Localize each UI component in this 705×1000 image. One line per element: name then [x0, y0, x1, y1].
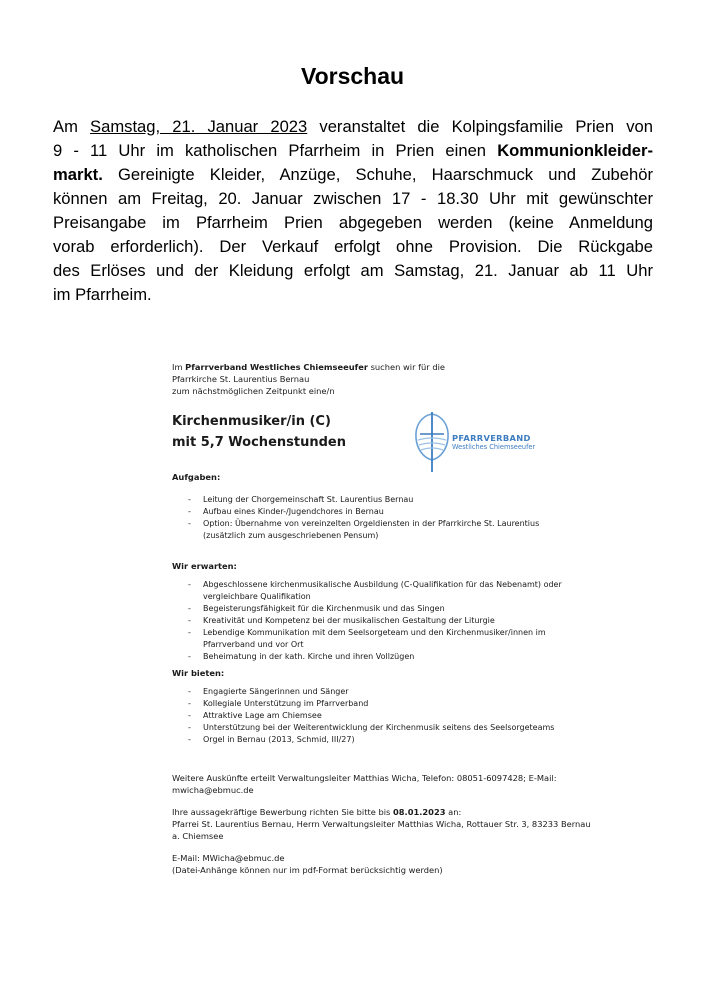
- logo-title: PFARRVERBAND: [452, 433, 531, 443]
- list-item: - Kollegiale Unterstützung im Pfarrverband: [188, 699, 369, 708]
- intro-line-7: des Erlöses und der Kleidung erfolgt am Samstag, 21. Januar ab 11 Uhr: [53, 261, 653, 280]
- event-date: Samstag, 21. Januar 2023: [90, 117, 308, 136]
- ad-intro-line-1: Im Pfarrverband Westliches Chiemseeufer suchen wir für die: [172, 362, 446, 372]
- attachment-note: (Datei-Anhänge können nur im pdf-Format berücksichtig werden): [172, 865, 443, 875]
- list-item: - Abgeschlossene kirchenmusikalische Ausbildung (C-Qualifikation für das Nebenamt) oder vergleichbare Qualifikation: [188, 580, 562, 601]
- job-advertisement: [172, 361, 591, 876]
- intro-line-2: 9 - 11 Uhr im katholischen Pfarrheim in Prien einen Kommunionkleider-: [53, 141, 653, 160]
- list-item: - Begeisterungsfähigkeit für die Kirchenmusik und das Singen: [188, 604, 445, 613]
- ad-intro-line-3: zum nächstmöglichen Zeitpunkt eine/n: [172, 386, 335, 396]
- intro-line-3: markt. Gereinigte Kleider, Anzüge, Schuhe, Haarschmuck und Zubehör: [53, 165, 653, 184]
- tasks-heading: Aufgaben:: [172, 472, 221, 482]
- contact-info: Weitere Auskünfte erteilt Verwaltungsleiter Matthias Wicha, Telefon: 08051-6097428; E-Mail:: [172, 773, 557, 783]
- list-item: - Kreativität und Kompetenz bei der musikalischen Gestaltung der Liturgie: [188, 616, 495, 625]
- tasks-list: [172, 494, 572, 542]
- expect-heading: Wir erwarten:: [172, 561, 237, 571]
- offer-heading: Wir bieten:: [172, 668, 225, 678]
- intro-line-8: im Pfarrheim.: [53, 285, 152, 304]
- expect-list: [172, 579, 572, 663]
- event-name: Kommunionkleider-: [497, 141, 653, 160]
- intro-line-1: Am Samstag, 21. Januar 2023 veranstaltet die Kolpingsfamilie Prien von: [53, 117, 653, 136]
- list-item: - Attraktive Lage am Chiemsee: [188, 711, 322, 720]
- intro-line-4: können am Freitag, 20. Januar zwischen 17 - 18.30 Uhr mit gewünschter: [53, 189, 653, 208]
- intro-paragraph: [53, 115, 653, 307]
- job-hours: mit 5,7 Wochenstunden: [172, 435, 346, 450]
- list-item: - Orgel in Bernau (2013, Schmid, III/27): [188, 735, 355, 744]
- list-item: - Lebendige Kommunikation mit dem Seelsorgeteam und den Kirchenmusiker/innen im Pfarrverband und vor Ort: [188, 628, 546, 649]
- contact-email: mwicha@ebmuc.de: [172, 785, 254, 795]
- offer-list: [172, 686, 572, 746]
- intro-line-5: Preisangabe im Pfarrheim Prien abgegeben werden (keine Anmeldung: [53, 213, 653, 232]
- list-item: - Leitung der Chorgemeinschaft St. Laurentius Bernau: [188, 495, 414, 504]
- application-deadline: Ihre aussagekräftige Bewerbung richten Sie bitte bis 08.01.2023 an:: [172, 807, 462, 817]
- ad-intro-line-2: Pfarrkirche St. Laurentius Bernau: [172, 374, 310, 384]
- logo-subtitle: Westliches Chiemseeufer: [452, 443, 536, 451]
- job-title: Kirchenmusiker/in (C): [172, 414, 331, 429]
- list-item: - Engagierte Sängerinnen und Sänger: [188, 687, 349, 696]
- intro-line-6: vorab erforderlich). Der Verkauf erfolgt ohne Provision. Die Rückgabe: [53, 237, 653, 256]
- list-item: - Aufbau eines Kinder-/Jugendchores in Bernau: [188, 507, 384, 516]
- list-item: - Option: Übernahme von vereinzelten Orgeldiensten in der Pfarrkirche St. Laurentius (zusätzlich zum ausgeschriebenen Pensum): [188, 519, 540, 540]
- list-item: - Beheimatung in der kath. Kirche und ihren Vollzügen: [188, 652, 415, 661]
- application-address-city: a. Chiemsee: [172, 831, 224, 841]
- application-email: E-Mail: MWicha@ebmuc.de: [172, 853, 285, 863]
- application-address: Pfarrei St. Laurentius Bernau, Herrn Verwaltungsleiter Matthias Wicha, Rottauer Str. 3, 83233 Bernau: [172, 819, 591, 829]
- page-title: Vorschau: [300, 63, 405, 89]
- list-item: - Unterstützung bei der Weiterentwicklung der Kirchenmusik seitens des Seelsorgeteams: [188, 723, 555, 732]
